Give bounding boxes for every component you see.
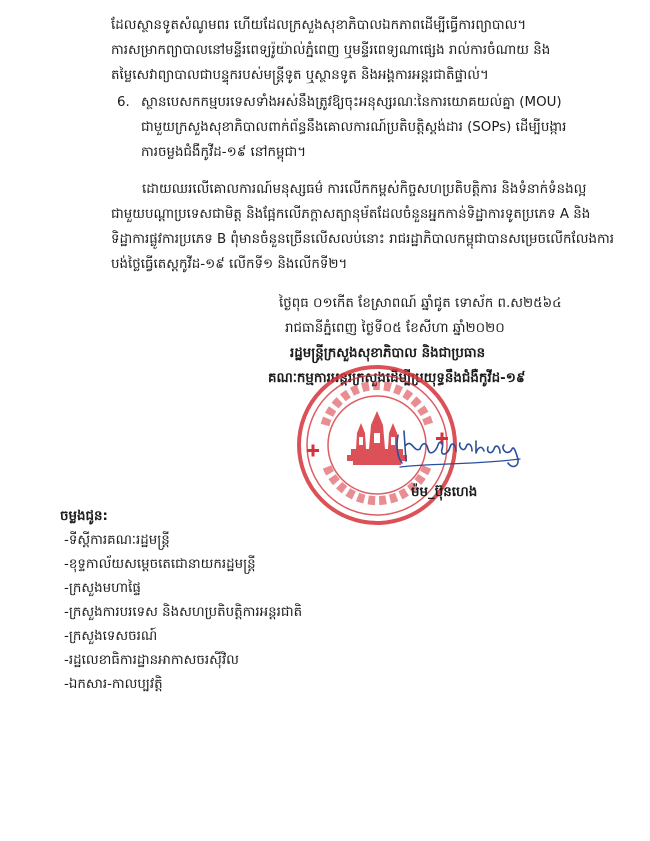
carryover-line-1: ដែលស្ថានទូតសំណូមពរ ហើយដែលក្រសួងសុខាភិបាលឯកភាពដើម្បីធ្វើការព្យាបាល។ — [111, 18, 527, 33]
date-solar: រាជធានីភ្នំពេញ ថ្ងៃទី០៥ ខែសីហា ឆ្នាំ២០២០ — [285, 321, 505, 336]
paragraph-line-3: ទិដ្ឋាការផ្លូវការប្រភេទ B ពុំមានចំនួនច្រើនលើសលប់នោះ រាជរដ្ឋាភិបាលកម្ពុជាបានសម្រេចលើកលែងការ — [111, 232, 615, 247]
item-6-line-3: ការចម្លងជំងឺកូវីដ-១៩ នៅកម្ពុជា។ — [141, 145, 307, 160]
carryover-line-2: ការសម្រាកព្យាបាលនៅមន្ទីរពេទ្យរ៉ូយ៉ាល់ភ្នំពេញ ឬមន្ទីរពេទ្យណាផ្សេង រាល់ការចំណាយ និង — [111, 43, 551, 58]
item-6-line-1: ស្ថានបេសកកម្មបរទេសទាំងអស់នឹងត្រូវឱ្យចុះអនុស្សរណៈនៃការយោគយល់គ្នា (MOU) — [141, 95, 562, 110]
signature-image — [392, 423, 527, 471]
recipient-item: -ក្រសួងទេសចរណ៍ — [64, 629, 158, 644]
recipient-item: -ខុទ្ទកាល័យសម្តេចតេជោនាយករដ្ឋមន្ត្រី — [64, 557, 256, 572]
signatory-name: ម៉ម_ប៊ុនហេង — [411, 485, 478, 500]
recipient-item: -រដ្ឋលេខាធិការដ្ឋានអាកាសចរស៊ីវិល — [64, 653, 239, 668]
recipient-item: -ក្រសួងការបរទេស និងសហប្រតិបត្តិការអន្តរជាតិ — [64, 605, 303, 620]
recipient-item: -ឯកសារ-កាលប្បវត្តិ — [64, 677, 163, 692]
item-6-number: 6. — [117, 95, 130, 110]
paragraph-line-1: ដោយឈរលើគោលការណ៍មនុស្សធម៌ ការលើកកម្ពស់កិច្ចសហប្រតិបត្តិការ និងទំនាក់ទំនងល្អ — [142, 182, 587, 197]
paragraph-line-4: បង់ថ្លៃធ្វើតេស្តកូវីដ-១៩ លើកទី១ និងលើកទី២។ — [111, 257, 348, 272]
signatory-committee: គណៈកម្មការអន្តរក្រសួងដើម្បីប្រយុទ្ធនឹងជំងឺកូវីដ-១៩ — [268, 371, 526, 386]
signatory-title: រដ្ឋមន្ត្រីក្រសួងសុខាភិបាល និងជាប្រធាន — [290, 346, 486, 361]
paragraph-line-2: ជាមួយបណ្តាប្រទេសជាមិត្ត និងផ្អែកលើភក្តាសត្យានុម័តដែលចំនួនអ្នកកាន់ទិដ្ឋាការទូតប្រភេទ A និង — [111, 207, 591, 222]
recipient-item: -ទីស្តីការគណៈរដ្ឋមន្ត្រី — [64, 533, 170, 548]
recipients-heading: ចម្លងជូន: — [60, 509, 108, 524]
item-6-line-2: ជាមួយក្រសួងសុខាភិបាលពាក់ព័ន្ធនឹងគោលការណ៍ប្រតិបត្តិស្តង់ដារ (SOPs) ដើម្បីបង្ការ — [141, 120, 567, 135]
date-lunar: ថ្ងៃពុធ ០១កេីត ខែស្រាពណ៍ ឆ្នាំជូត ទោស័ក ព.ស២៥៦៤ — [279, 296, 562, 311]
recipient-item: -ក្រសួងមហាផ្ទៃ — [64, 581, 141, 596]
carryover-line-3: តម្លៃសេវាព្យាបាលជាបន្ទុករបស់មន្ត្រីទូត ឬស្ថានទូត និងអង្គការអន្តរជាតិផ្ទាល់។ — [111, 68, 489, 83]
